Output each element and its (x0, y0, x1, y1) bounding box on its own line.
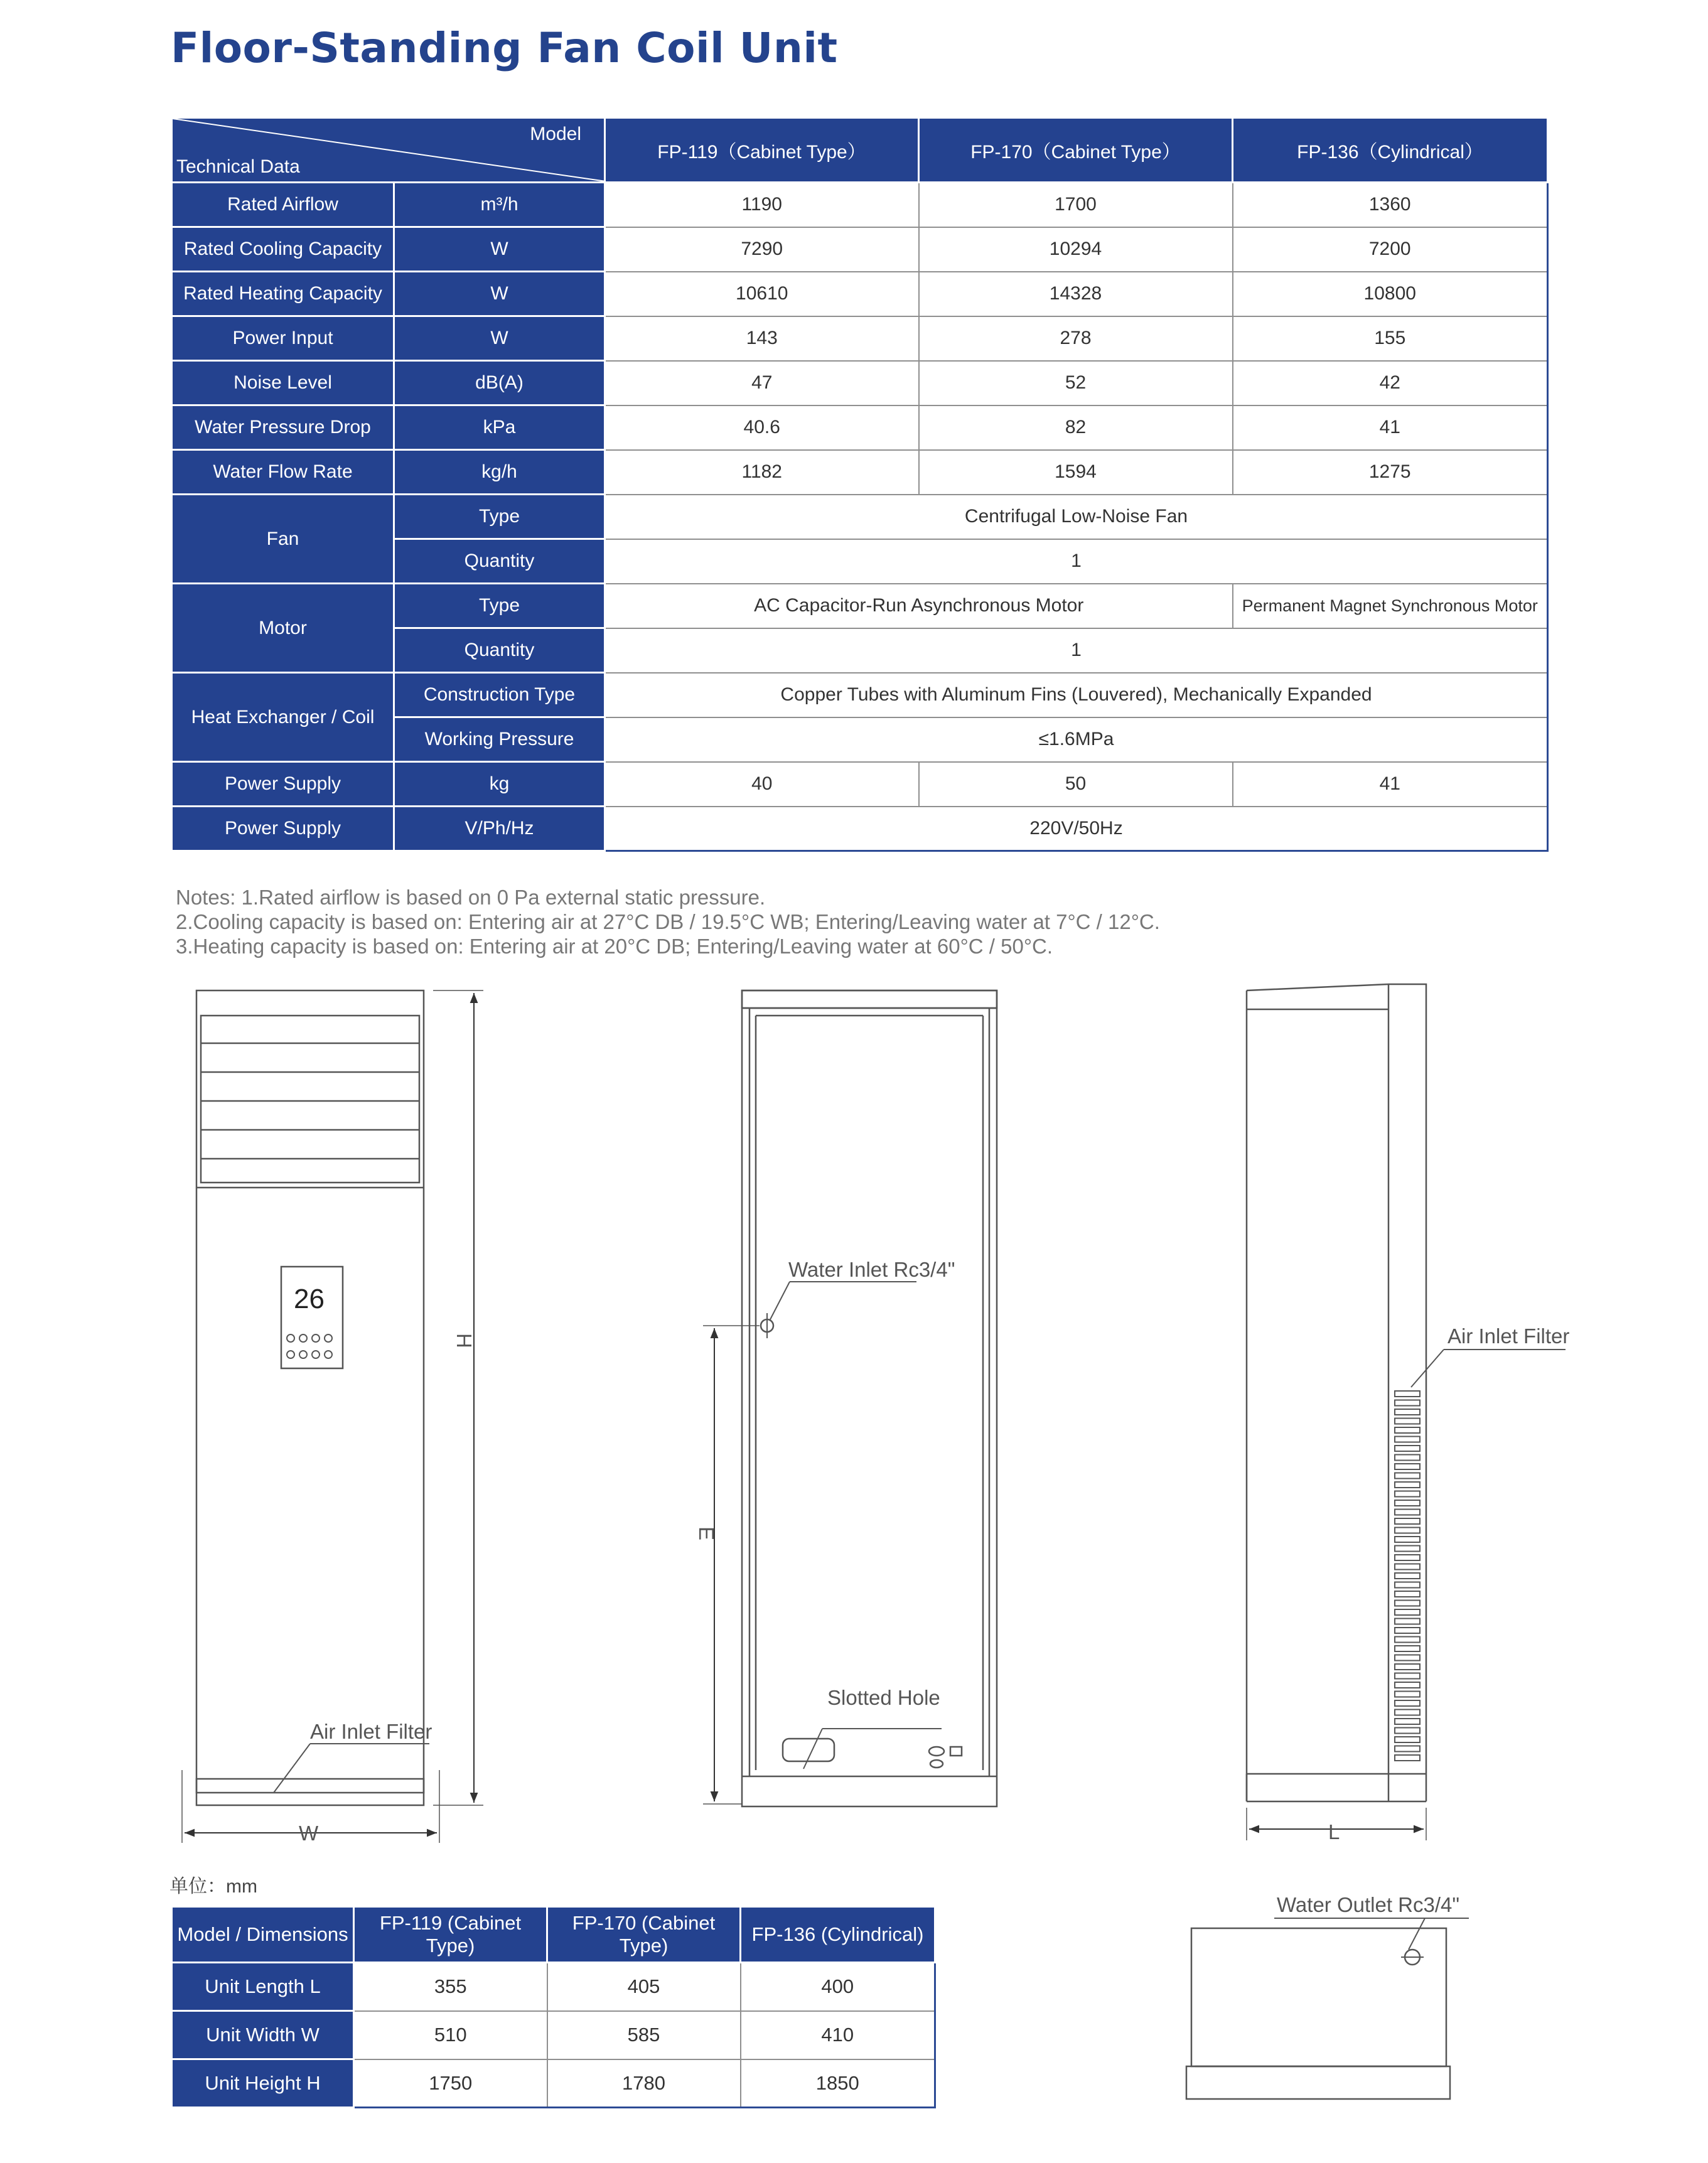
dim-cell: 585 (547, 2011, 741, 2059)
spec-cell: 1182 (605, 450, 919, 495)
filter-louver (1395, 1609, 1420, 1615)
spec-header-technical: Technical Data (176, 156, 300, 177)
page-title: Floor-Standing Fan Coil Unit (171, 24, 838, 72)
note-line: Notes: 1.Rated airflow is based on 0 Pa external static pressure. (176, 886, 766, 909)
dim-cell: 1780 (547, 2059, 741, 2108)
spec-cell: 7290 (605, 227, 919, 272)
dim-row (172, 2011, 935, 2059)
filter-louver (1395, 1728, 1420, 1734)
filter-louver (1395, 1400, 1420, 1406)
filter-louver (1395, 1419, 1420, 1424)
dim-row-label: Unit Width W (172, 2011, 354, 2059)
label-e: E (695, 1527, 718, 1541)
dim-cell: 355 (354, 1963, 547, 2011)
filter-louver (1395, 1391, 1420, 1397)
spec-row-label: Power Supply (172, 807, 394, 851)
spec-cell: 47 (605, 361, 919, 405)
filter-louver (1395, 1664, 1420, 1670)
filter-louver (1395, 1737, 1420, 1742)
dim-header: Model / Dimensions (172, 1907, 354, 1963)
dimension-table (171, 1906, 936, 2108)
unit-note: 单位：mm (169, 1876, 257, 1897)
spec-cell: 40.6 (605, 405, 919, 450)
note-line: 2.Cooling capacity is based on: Entering air at 27°C DB / 19.5°C WB; Entering/Leaving water at 7°C / 12°C. (176, 910, 1160, 933)
spec-row-unit: m³/h (394, 183, 605, 227)
back-view (703, 990, 997, 1806)
bottom-view (1186, 1918, 1469, 2099)
spec-cell: ≤1.6MPa (605, 717, 1548, 762)
spec-row-label: Power Supply (172, 762, 394, 807)
side-view (1247, 984, 1566, 1840)
spec-cell: 41 (1233, 405, 1548, 450)
dim-row (172, 2059, 935, 2108)
dim-header: FP-170 (Cabinet Type) (547, 1907, 741, 1963)
spec-row-label: Rated Heating Capacity (172, 272, 394, 316)
spec-cell: Centrifugal Low-Noise Fan (605, 495, 1548, 539)
filter-louver (1395, 1491, 1420, 1497)
label-air-inlet-filter-front: Air Inlet Filter (310, 1720, 432, 1743)
spec-cell: 1275 (1233, 450, 1548, 495)
spec-cell: 10294 (919, 227, 1233, 272)
dim-row (172, 1963, 935, 2011)
note-line: 3.Heating capacity is based on: Entering air at 20°C DB; Entering/Leaving water at 60°C / 50°C. (176, 935, 1053, 958)
spec-cell: 52 (919, 361, 1233, 405)
label-slotted-hole: Slotted Hole (827, 1686, 940, 1709)
spec-row-label: Heat Exchanger / Coil (172, 673, 394, 762)
spec-row-unit: dB(A) (394, 361, 605, 405)
dim-header: FP-119 (Cabinet Type) (354, 1907, 547, 1963)
spec-row-unit: Type (394, 584, 605, 628)
spec-cell: 278 (919, 316, 1233, 361)
label-water-outlet: Water Outlet Rc3/4" (1277, 1893, 1460, 1916)
dim-cell: 1750 (354, 2059, 547, 2108)
spec-cell: Copper Tubes with Aluminum Fins (Louvered), Mechanically Expanded (605, 673, 1548, 717)
dim-cell: 410 (741, 2011, 935, 2059)
filter-louver (1395, 1409, 1420, 1415)
filter-louver (1395, 1692, 1420, 1697)
filter-louver (1395, 1537, 1420, 1542)
filter-louver (1395, 1710, 1420, 1715)
spec-row-unit: Type (394, 495, 605, 539)
spec-row-unit: Construction Type (394, 673, 605, 717)
filter-louver (1395, 1746, 1420, 1752)
filter-louver (1395, 1655, 1420, 1661)
spec-row-label: Water Flow Rate (172, 450, 394, 495)
spec-row-label: Rated Cooling Capacity (172, 227, 394, 272)
spec-cell: 40 (605, 762, 919, 807)
filter-louver (1395, 1646, 1420, 1651)
spec-cell: 1700 (919, 183, 1233, 227)
dim-cell: 405 (547, 1963, 741, 2011)
spec-cell: 42 (1233, 361, 1548, 405)
filter-louver (1395, 1500, 1420, 1506)
spec-model-header: FP-136（Cylindrical） (1233, 118, 1548, 183)
dim-cell: 510 (354, 2011, 547, 2059)
front-view (182, 990, 483, 1843)
spec-cell: 10800 (1233, 272, 1548, 316)
filter-louver (1395, 1619, 1420, 1624)
label-h: H (453, 1333, 476, 1348)
dim-cell: 400 (741, 1963, 935, 2011)
filter-louver (1395, 1601, 1420, 1606)
spec-cell: 155 (1233, 316, 1548, 361)
filter-louver (1395, 1573, 1420, 1579)
filter-louver (1395, 1528, 1420, 1533)
spec-cell: AC Capacitor-Run Asynchronous Motor (605, 584, 1233, 628)
spec-cell: 1 (605, 539, 1548, 584)
filter-louver (1395, 1637, 1420, 1643)
spec-row-unit: W (394, 227, 605, 272)
spec-row-unit: kg (394, 762, 605, 807)
dim-row-label: Unit Height H (172, 2059, 354, 2108)
spec-cell: 1360 (1233, 183, 1548, 227)
filter-louver (1395, 1510, 1420, 1515)
filter-louver (1395, 1555, 1420, 1560)
spec-row-unit: kPa (394, 405, 605, 450)
spec-row-unit: Quantity (394, 539, 605, 584)
spec-cell: 1 (605, 628, 1548, 673)
filter-louver (1395, 1591, 1420, 1597)
filter-louver (1395, 1719, 1420, 1724)
spec-cell: 1594 (919, 450, 1233, 495)
dim-header-row (172, 1907, 935, 1963)
label-water-inlet: Water Inlet Rc3/4" (788, 1258, 955, 1281)
filter-louver (1395, 1682, 1420, 1688)
filter-louver (1395, 1700, 1420, 1706)
spec-cell: 143 (605, 316, 919, 361)
spec-row-label: Power Input (172, 316, 394, 361)
display-temp: 26 (294, 1284, 325, 1314)
spec-model-header: FP-119（Cabinet Type） (605, 118, 919, 183)
spec-row-unit: Working Pressure (394, 717, 605, 762)
spec-cell: 41 (1233, 762, 1548, 807)
spec-row-label: Rated Airflow (172, 183, 394, 227)
spec-row-unit: kg/h (394, 450, 605, 495)
dim-row-label: Unit Length L (172, 1963, 354, 2011)
spec-cell: Permanent Magnet Synchronous Motor (1233, 584, 1548, 628)
filter-louver (1395, 1482, 1420, 1488)
spec-row-label: Water Pressure Drop (172, 405, 394, 450)
spec-row-label: Fan (172, 495, 394, 584)
spec-cell: 14328 (919, 272, 1233, 316)
filter-louver (1395, 1582, 1420, 1588)
label-air-inlet-filter-side: Air Inlet Filter (1448, 1324, 1570, 1348)
filter-louver (1395, 1427, 1420, 1433)
spec-row-unit: Quantity (394, 628, 605, 673)
label-w: W (299, 1822, 319, 1845)
filter-louver (1395, 1446, 1420, 1451)
spec-row-unit: V/Ph/Hz (394, 807, 605, 851)
dim-header: FP-136 (Cylindrical) (741, 1907, 935, 1963)
spec-cell: 50 (919, 762, 1233, 807)
filter-louver (1395, 1437, 1420, 1442)
filter-louver (1395, 1473, 1420, 1479)
filter-louver (1395, 1518, 1420, 1524)
filter-louver (1395, 1564, 1420, 1570)
spec-row-unit: W (394, 272, 605, 316)
spec-cell: 1190 (605, 183, 919, 227)
spec-model-header: FP-170（Cabinet Type） (919, 118, 1233, 183)
filter-louver (1395, 1455, 1420, 1461)
spec-cell: 220V/50Hz (605, 807, 1548, 851)
filter-louver (1395, 1546, 1420, 1552)
spec-row-label: Noise Level (172, 361, 394, 405)
filter-louver (1395, 1464, 1420, 1469)
filter-louver (1395, 1628, 1420, 1633)
dim-cell: 1850 (741, 2059, 935, 2108)
filter-louver (1395, 1755, 1420, 1761)
spec-row-label: Motor (172, 584, 394, 673)
spec-row-unit: W (394, 316, 605, 361)
spec-cell: 82 (919, 405, 1233, 450)
spec-header-model: Model (530, 124, 581, 144)
spec-cell: 10610 (605, 272, 919, 316)
filter-louver (1395, 1673, 1420, 1679)
spec-cell: 7200 (1233, 227, 1548, 272)
label-l: L (1328, 1820, 1340, 1844)
